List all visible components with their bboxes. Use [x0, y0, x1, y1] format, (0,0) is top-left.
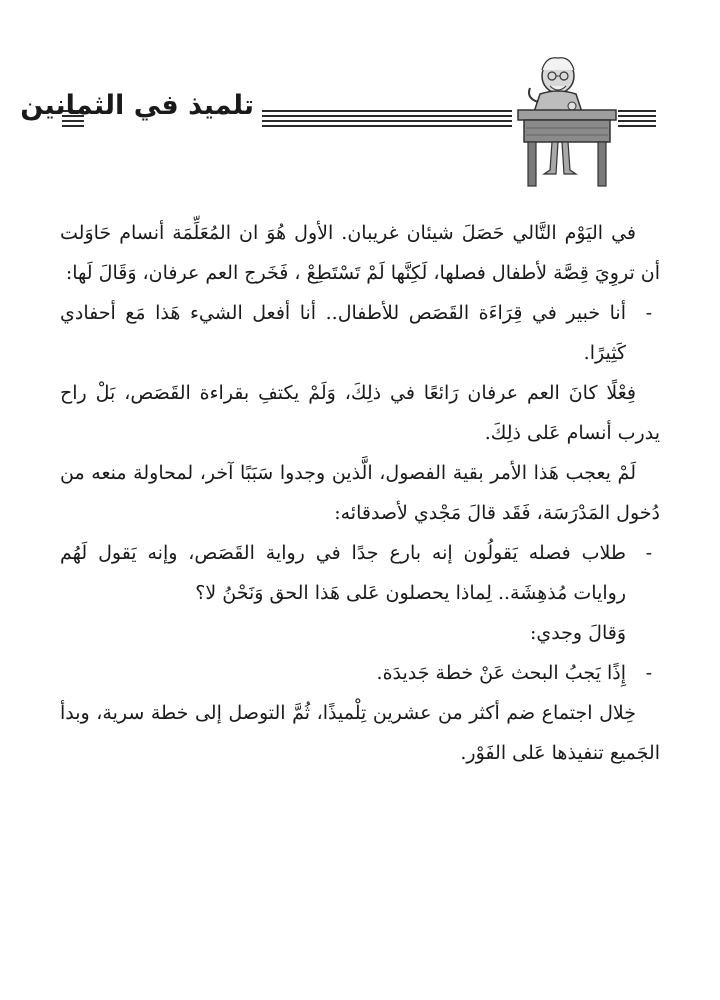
- dialogue-line: [60, 653, 660, 693]
- paragraph: في اليَوْم التَّالي حَصَلَ شيئان غريبان. الأول هُوَ ان المُعَلِّمَة أنسام حَاوَلت أن تروِيَ قِصَّة لأطفال فصلها، لَكِنَّها لَمْ تَسْتَطِعْ ، فَخَرج العم عرفان، وَقَالَ لَها:: [60, 222, 660, 284]
- page-header: [0, 0, 720, 195]
- header-rule-right: [618, 110, 656, 126]
- story-text: [60, 213, 660, 773]
- header-rule-main: [262, 110, 512, 126]
- dash-marker: -: [645, 302, 652, 324]
- dialogue-text: إِذًا يَجبُ البحث عَنْ خطة جَديدَة.: [376, 662, 626, 684]
- dialogue-text: أنا خبير في قِرَاءَة القَصَص للأطفال.. أنا أفعل الشيء هَذا مَع أحفادي كَثِيرًا.: [60, 302, 626, 364]
- dialogue-line: [60, 533, 660, 613]
- dialogue-text: طلاب فصله يَقولُون إنه بارع جدًا في رواية القَصَص، وإنه يَقول لَهُم روايات مُذهِشَة.. لِماذا يحصلون عَلى هَذا الحق وَنَحْنُ لا؟: [60, 542, 626, 604]
- dash-marker: -: [645, 542, 652, 564]
- paragraph: لَمْ يعجب هَذا الأمر بقية الفصول، الَّذين وجدوا سَبَبًا آخر، لمحاولة منعه من دُخول المَدْرَسَة، فَقَد قالَ مَجْدي لأصدقائه:: [60, 462, 660, 524]
- speaker-line: وَقالَ وجدي:: [529, 622, 626, 644]
- dialogue-line: [60, 293, 660, 373]
- dash-marker: -: [645, 662, 652, 684]
- old-student-desk-illustration: [512, 50, 622, 190]
- page-title: تلميذ في الثمانين: [20, 90, 254, 121]
- paragraph: فِعْلًا كانَ العم عرفان رَائعًا في ذلِكَ، وَلَمْ يكتفِ بقراءة القَصَص، بَلْ راح يدرب أنسام عَلى ذلِكَ.: [60, 382, 660, 444]
- paragraph: خِلال اجتماع ضم أكثر من عشرين تِلْميذًا، ثُمَّ التوصل إلى خطة سرية، وبدأ الجَميع تنفيذها عَلى الفَوْر.: [60, 702, 660, 764]
